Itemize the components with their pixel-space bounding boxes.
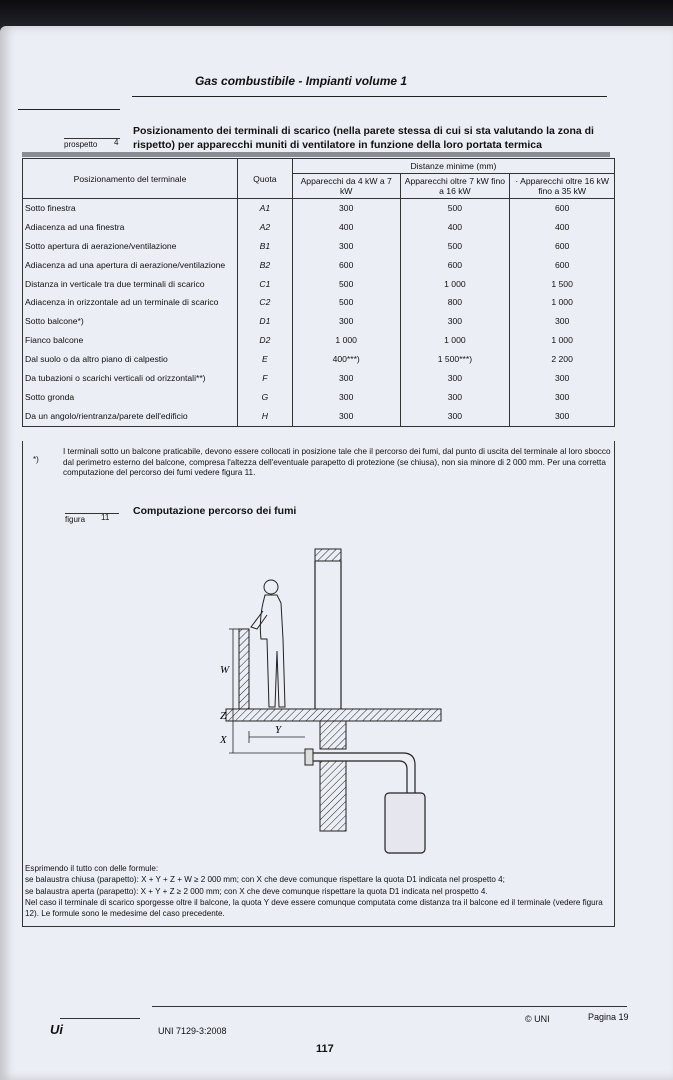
wall-column-top xyxy=(315,549,341,561)
row-value-a: 300 xyxy=(339,391,354,402)
flue-path-diagram xyxy=(43,531,603,861)
row-quota: D2 xyxy=(259,335,271,346)
prospetto-number: 4 xyxy=(114,138,119,147)
pagina: Pagina 19 xyxy=(588,1012,629,1022)
row-quota: G xyxy=(261,391,269,402)
row-value-b: 1 000 xyxy=(444,335,466,346)
header-col-b: Apparecchi oltre 7 kW fino a 16 kW xyxy=(400,174,510,199)
person-figure xyxy=(251,580,285,707)
row-label: Adiacenza ad una apertura di aerazione/ventilazione xyxy=(25,259,226,270)
row-value-b: 300 xyxy=(447,373,463,384)
header-col-c: · Apparecchi oltre 16 kW fino a 35 kW xyxy=(510,174,615,199)
table-top-bar xyxy=(22,152,610,157)
row-value-c: 600 xyxy=(554,203,570,213)
row-label: Sotto finestra xyxy=(25,203,76,213)
row-label: Sotto gronda xyxy=(25,391,75,402)
row-value-a: 300 xyxy=(339,203,354,213)
wall-lower xyxy=(320,761,346,831)
formulas-block xyxy=(23,863,613,920)
copyright: © UNI xyxy=(525,1014,550,1024)
formula-intro: Esprimendo il tutto con delle formule: xyxy=(25,864,159,873)
row-quota: E xyxy=(262,354,268,365)
col-a-values xyxy=(292,199,400,427)
prospetto-title: Posizionamento dei terminali di scarico (nella parete stessa di cui si sta valutando la zona di rispetto) per apparecchi muniti di ventilatore in funzione della loro portata termica xyxy=(133,125,594,152)
header-rule-right xyxy=(132,96,607,97)
row-label: Adiacenza ad una finestra xyxy=(25,221,125,232)
balcony-slab xyxy=(226,709,441,721)
row-value-a: 500 xyxy=(339,278,354,289)
header-quota: Quota xyxy=(237,159,292,199)
row-value-c: 1 000 xyxy=(551,335,573,346)
row-value-b: 600 xyxy=(447,259,463,270)
formula-note: Nel caso il terminale di scarico sporgesse oltre il balcone, la quota Y deve essere comunque computata come distanza tra il balcone ed il terminale (vedere figura 12). Le formule sono le medesime del caso precedente. xyxy=(25,897,603,919)
row-value-b: 500 xyxy=(447,203,463,213)
dim-y-label: Y xyxy=(275,724,282,736)
header-position: Posizionamento del terminale xyxy=(23,159,238,199)
row-value-c: 300 xyxy=(554,410,570,421)
header-rule-left xyxy=(18,109,120,110)
terminal-distance-table xyxy=(22,158,615,427)
row-value-a: 300 xyxy=(339,240,354,251)
col-b-values xyxy=(400,199,510,427)
row-value-c: 300 xyxy=(554,316,570,327)
row-label: Sotto apertura di aerazione/ventilazione xyxy=(25,240,177,251)
uni-logo: Ui xyxy=(50,1022,63,1037)
row-value-c: 400 xyxy=(554,221,570,232)
standard-code: UNI 7129-3:2008 xyxy=(158,1026,227,1036)
running-header: Gas combustibile - Impianti volume 1 xyxy=(195,74,408,88)
row-label: Da un angolo/rientranza/parete dell'edificio xyxy=(25,410,188,421)
dim-x-label: X xyxy=(220,734,227,746)
footnote-mark: *) xyxy=(33,455,39,464)
row-value-c: 600 xyxy=(554,259,570,270)
row-value-c: 600 xyxy=(554,240,570,251)
labels-column xyxy=(23,199,238,427)
figure-title: Computazione percorso dei fumi xyxy=(133,505,297,517)
dim-w-label: W xyxy=(220,664,230,676)
row-quota: C2 xyxy=(259,297,271,308)
row-value-b: 500 xyxy=(447,240,463,251)
footer-rule-left xyxy=(60,1018,140,1019)
row-label: Distanza in verticale tra due terminali di scarico xyxy=(25,278,205,289)
row-value-b: 1 500***) xyxy=(437,354,473,365)
row-value-c: 1 500 xyxy=(551,278,573,289)
row-label: Adiacenza in orizzontale ad un terminale di scarico xyxy=(25,297,219,308)
row-value-b: 800 xyxy=(447,297,463,308)
header-distances: Distanze minime (mm) xyxy=(292,159,614,174)
row-quota: A1 xyxy=(259,203,271,213)
dim-z-label: Z xyxy=(220,710,227,722)
row-value-b: 1 000 xyxy=(444,278,466,289)
row-quota: H xyxy=(261,410,268,421)
page-number: 117 xyxy=(316,1043,334,1055)
quota-column xyxy=(237,199,292,427)
balcony-parapet xyxy=(239,629,249,709)
row-value-c: 300 xyxy=(554,391,570,402)
row-value-b: 300 xyxy=(447,391,463,402)
row-quota: B2 xyxy=(259,259,271,270)
formula-closed: se balaustra chiusa (parapetto): X + Y + Z + W ≥ 2 000 mm; con X che deve comunque rispettare la quota D1 indicata nel prospetto 4; xyxy=(25,875,505,885)
row-value-a: 300 xyxy=(339,316,354,327)
row-label: Dal suolo o da altro piano di calpestio xyxy=(25,354,168,365)
row-quota: C1 xyxy=(259,278,271,289)
row-quota: A2 xyxy=(259,221,271,232)
row-label: Sotto balcone*) xyxy=(25,316,84,327)
row-value-a: 600 xyxy=(339,259,354,270)
row-label: Da tubazioni o scarichi verticali od orizzontali**) xyxy=(25,373,206,384)
notes-and-figure-box xyxy=(22,441,615,927)
footnote-text: I terminali sotto un balcone praticabile, devono essere collocati in posizione tale che il percorso dei fumi, dal punto di uscita del terminale al loro sbocco dal perimetro esterno del balcone, compresa l'altezza dell'eventuale parapetto di protezione (se chiusa), non sia minore di 2 000 mm. Per una corretta computazione del percorso dei fumi vedere figura 11. xyxy=(63,447,611,478)
figure-label: figura xyxy=(65,513,119,524)
row-value-b: 300 xyxy=(447,316,463,327)
row-value-a: 400 xyxy=(339,221,354,232)
header-col-a: Apparecchi da 4 kW a 7 kW xyxy=(292,174,400,199)
footer-rule-right xyxy=(152,1006,627,1007)
boiler xyxy=(385,793,425,853)
prospetto-label: prospetto xyxy=(64,138,120,149)
row-value-c: 2 200 xyxy=(551,354,573,365)
row-quota: B1 xyxy=(259,240,271,251)
row-value-a: 400***) xyxy=(332,354,360,365)
row-value-a: 500 xyxy=(339,297,354,308)
row-quota: F xyxy=(262,373,268,384)
figure-number: 11 xyxy=(101,513,110,522)
terminal xyxy=(305,749,313,765)
row-value-c: 300 xyxy=(554,373,570,384)
row-value-a: 1 000 xyxy=(335,335,357,346)
row-value-b: 400 xyxy=(447,221,463,232)
row-value-a: 300 xyxy=(339,410,354,421)
formula-open: se balaustra aperta (parapetto): X + Y + Z ≥ 2 000 mm; con X che deve comunque rispettare la quota D1 indicata nel prospetto 4. xyxy=(25,886,488,896)
row-value-c: 1 000 xyxy=(551,297,573,308)
row-label: Fianco balcone xyxy=(25,335,84,346)
wall-below xyxy=(320,721,346,749)
row-value-b: 300 xyxy=(447,410,463,421)
col-c-values xyxy=(510,199,615,427)
row-value-a: 300 xyxy=(339,373,354,384)
row-quota: D1 xyxy=(259,316,271,327)
